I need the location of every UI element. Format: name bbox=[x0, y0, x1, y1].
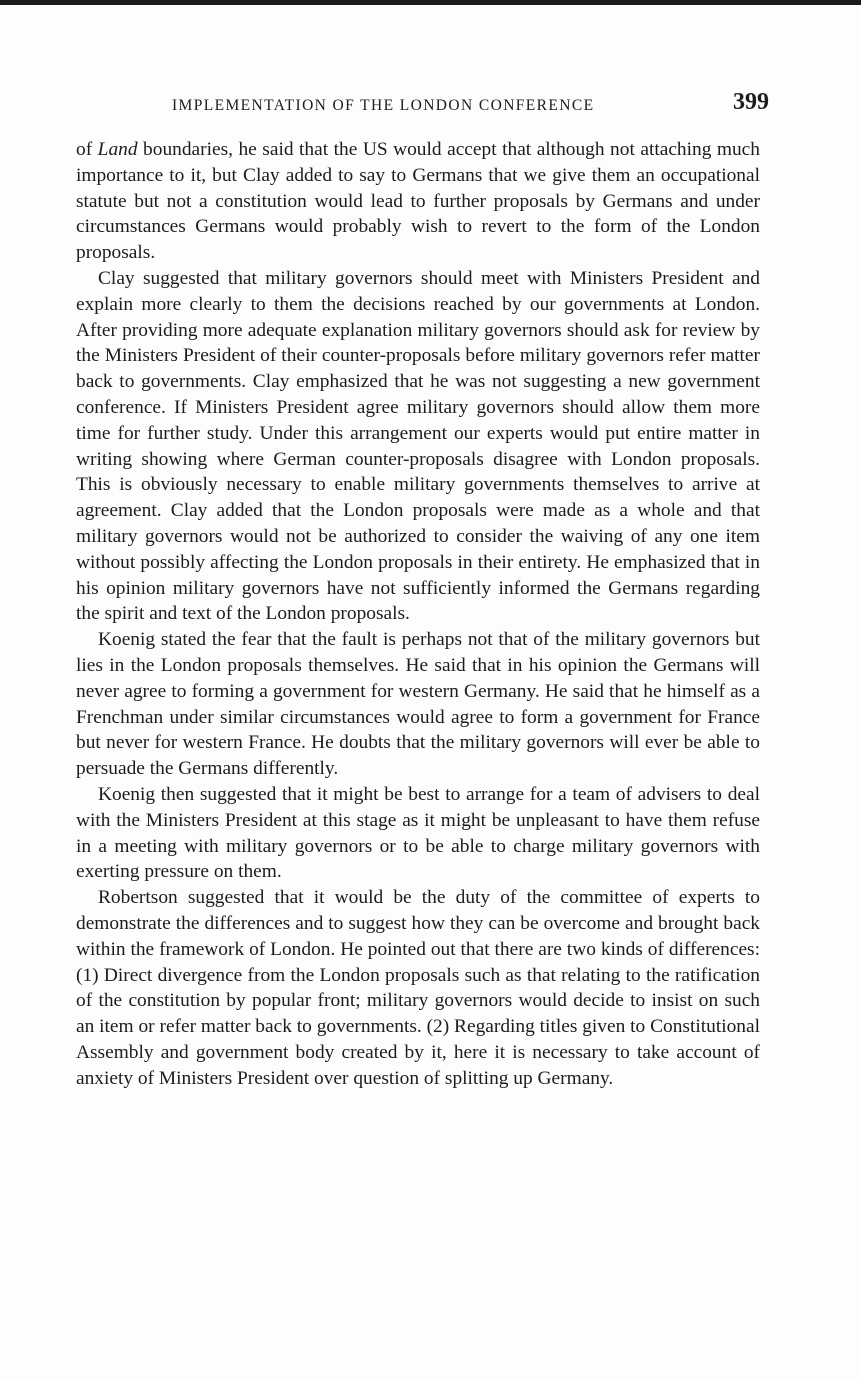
paragraph-koenig-advisers: Koenig then suggested that it might be best to arrange for a team of advisers to deal with the Ministers President at this stage as it might be unpleasant to have them refuse in a meeting with military governors or to be able to charge military governors with exerting pressure on them. bbox=[76, 783, 760, 883]
italic-term: Land bbox=[97, 139, 138, 160]
paragraph-robertson: Robertson suggested that it would be the duty of the committee of experts to demonstrate the differences and to suggest how they can be overcome and brought back within the framework of London. He pointed out that there are two kinds of differences: (1) Direct divergence from the London proposals such as that relating to the ratification of the constitution by popular front; military governors would decide to insist on such an item or refer matter back to governments. (2) Regarding titles given to Constitutional Assembly and government body created by it, here it is necessary to take account of anxiety of Ministers President over question of splitting up Germany. bbox=[76, 887, 760, 1089]
paragraph-land-boundaries bbox=[76, 137, 760, 266]
header-title: IMPLEMENTATION OF THE LONDON CONFERENCE bbox=[172, 97, 595, 114]
body-text bbox=[76, 137, 760, 1091]
paragraph-clay-suggestion: Clay suggested that military governors should meet with Ministers President and explain more clearly to them the decisions reached by our governments at London. After providing more adequate explanation military governors should ask for review by the Ministers President of their counter-proposals before military governors refer matter back to governments. Clay emphasized that he was not suggesting a new government conference. If Ministers President agree military governors should allow them more time for further study. Under this arrangement our experts would put entire matter in writing showing where German counter-proposals disagree with London proposals. This is obviously necessary to enable military governments themselves to arrive at agreement. Clay added that the London proposals were made as a whole and that military governors would not be authorized to consider the waiving of any one item without possibly affecting the London proposals in their entirety. He emphasized that in his opinion military governors have not sufficiently informed the Germans regarding the spirit and text of the London proposals. bbox=[76, 267, 760, 625]
paragraph-text: boundaries, he said that the US would accept that although not attaching much importance to it, but Clay added to say to Germans that we give them an occupational statute but not a constitution would lead to further proposals by Germans and under circumstances Germans would probably wish to revert to the form of the London proposals. bbox=[76, 139, 760, 264]
paragraph-koenig-fear: Koenig stated the fear that the fault is perhaps not that of the military governors but lies in the London proposals themselves. He said that in his opinion the Germans will never agree to forming a government for western Germany. He said that he himself as a Frenchman under similar circumstances would agree to form a government for France but never for western France. He doubts that the military governors will ever be able to persuade the Germans differently. bbox=[76, 629, 760, 780]
paragraph-lead-in: of bbox=[76, 139, 98, 160]
page-number: 399 bbox=[733, 89, 769, 115]
running-header bbox=[76, 89, 769, 123]
